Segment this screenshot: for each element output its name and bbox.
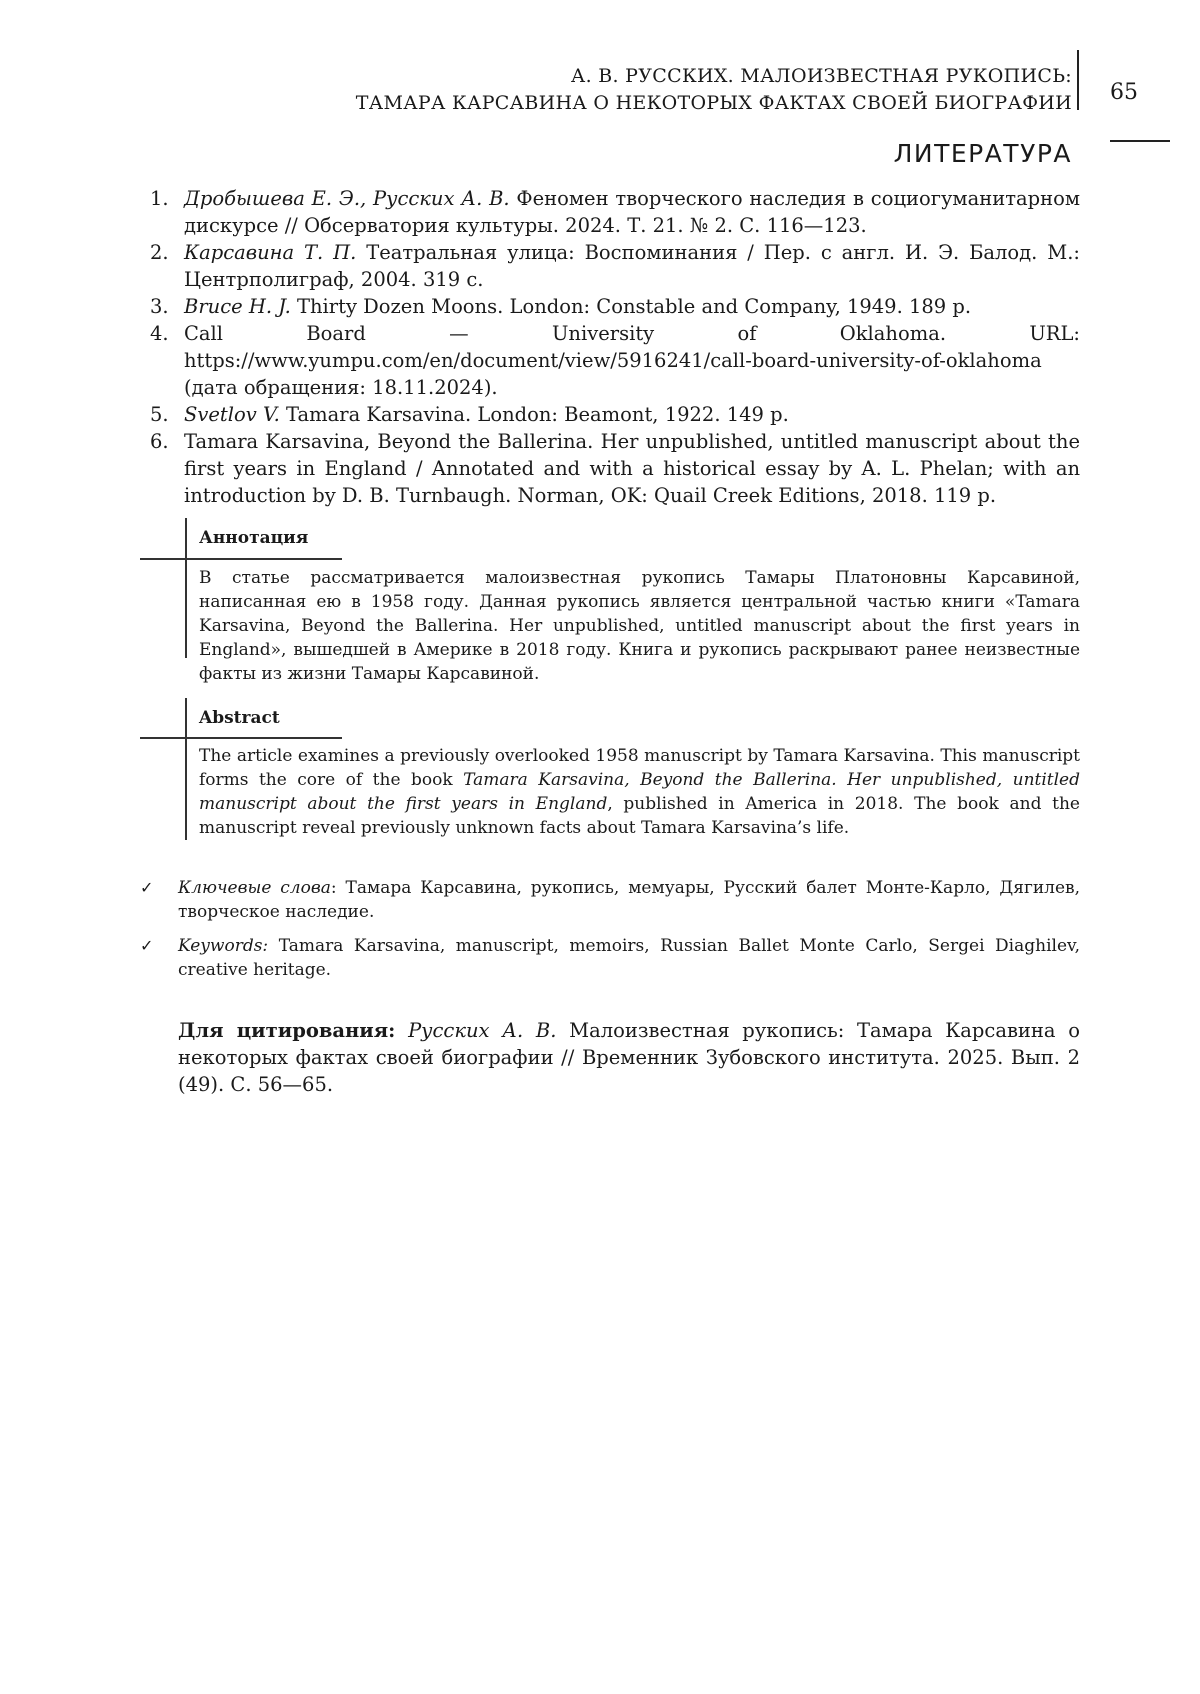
- abstract-text-start: The article examines a previously overlooked 1958 manuscript by Tamara Karsavina. This manuscript forms the core of the book: [199, 746, 1080, 790]
- reference-text: Thirty Dozen Moons. London: Constable and Company, 1949. 189 p.: [290, 295, 972, 318]
- reference-item: [150, 428, 1080, 509]
- section-title: ЛИТЕРАТУРА: [893, 139, 1072, 168]
- annotation-heading: Аннотация: [199, 528, 309, 548]
- keywords-en: [140, 934, 1080, 982]
- reference-text: Феномен творческого наследия в социогуманитарном дискурсе // Обсерватория культуры. 2024. Т. 21. № 2. С. 116—123.: [184, 187, 1081, 237]
- abstract-block: [140, 698, 1080, 840]
- citation-author: Русских А. В.: [408, 1019, 557, 1042]
- reference-number: 5.: [150, 403, 169, 426]
- running-header-line-1: А. В. РУССКИХ. МАЛОИЗВЕСТНАЯ РУКОПИСЬ:: [570, 65, 1072, 87]
- reference-text: Tamara Karsavina. London: Beamont, 1922. 149 p.: [279, 403, 789, 426]
- references-list: [150, 185, 1080, 509]
- reference-number: 6.: [150, 430, 169, 453]
- keywords-label: Keywords:: [178, 936, 269, 956]
- keywords-text: Тамара Карсавина, рукопись, мемуары, Русский балет Монте-Карло, Дягилев, творческое наследие.: [178, 878, 1081, 922]
- annotation-vertical-rule: [185, 518, 187, 658]
- reference-item: [150, 185, 1080, 239]
- reference-item: [150, 401, 1080, 428]
- reference-number: 2.: [150, 241, 169, 264]
- abstract-heading: Abstract: [199, 708, 280, 728]
- annotation-block: [140, 518, 1080, 684]
- reference-text: Tamara Karsavina, Beyond the Ballerina. Her unpublished, untitled manuscript about the first years in England / Annotated and with a historical essay by A. L. Phelan; with an introduction by D. B. Turnbaugh. Norman, OK: Quail Creek Editions, 2018. 119 p.: [184, 430, 1080, 507]
- abstract-horizontal-rule: [140, 737, 342, 739]
- reference-authors: Bruce H. J.: [184, 295, 291, 318]
- keywords-label: Ключевые слова: [178, 878, 331, 898]
- abstract-book-title: Tamara Karsavina, Beyond the Ballerina. Her unpublished, untitled manuscript about the first years in England: [199, 770, 1080, 814]
- abstract-text: [199, 744, 1080, 840]
- page-number: 65: [1110, 80, 1138, 105]
- annotation-horizontal-rule: [140, 558, 342, 560]
- reference-item: [150, 320, 1080, 401]
- keywords-separator: :: [330, 878, 346, 898]
- citation-text: Малоизвестная рукопись: Тамара Карсавина о некоторых фактах своей биографии // Временник Зубовского института. 2025. Вып. 2 (49). С. 56—65.: [178, 1019, 1080, 1096]
- reference-item: [150, 293, 1080, 320]
- reference-authors: Карсавина Т. П.: [184, 241, 357, 264]
- keywords-list: [140, 876, 1080, 992]
- reference-number: 1.: [150, 187, 169, 210]
- abstract-text-end: , published in America in 2018. The book and the manuscript reveal previously unknown facts about Tamara Karsavina’s life.: [199, 794, 1080, 838]
- citation: [178, 1017, 1080, 1098]
- header-vertical-rule: [1077, 50, 1079, 110]
- reference-text: Call Board — University of Oklahoma. URL: https://www.yumpu.com/en/document/view/5916241/call-board-university-of-oklahoma (дата обращения: 18.11.2024).: [184, 322, 1080, 399]
- checkmark-icon: ✓: [140, 878, 154, 897]
- keywords-separator: [268, 936, 279, 956]
- checkmark-icon: ✓: [140, 936, 154, 955]
- reference-number: 4.: [150, 322, 169, 345]
- annotation-text: В статье рассматривается малоизвестная рукопись Тамары Платоновны Карсавиной, написанная ею в 1958 году. Данная рукопись является центральной частью книги «Tamara Karsavina, Beyond the Ballerina. Her unpublished, untitled manuscript about the first years in England», вышедшей в Америке в 2018 году. Книга и рукопись раскрывают ранее неизвестные факты из жизни Тамары Карсавиной.: [199, 568, 1080, 684]
- reference-number: 3.: [150, 295, 169, 318]
- reference-text: Театральная улица: Воспоминания / Пер. с англ. И. Э. Балод. М.: Центрполиграф, 2004. 319 с.: [184, 241, 1081, 291]
- running-header: [356, 63, 1072, 117]
- header-horizontal-rule: [1110, 140, 1170, 142]
- reference-authors: Дробышева Е. Э., Русских А. В.: [184, 187, 510, 210]
- citation-label: Для цитирования:: [178, 1019, 396, 1042]
- reference-item: [150, 239, 1080, 293]
- running-header-line-2: ТАМАРА КАРСАВИНА О НЕКОТОРЫХ ФАКТАХ СВОЕЙ БИОГРАФИИ: [355, 92, 1072, 114]
- keywords-ru: [140, 876, 1080, 924]
- abstract-vertical-rule: [185, 698, 187, 840]
- reference-authors: Svetlov V.: [184, 403, 280, 426]
- keywords-text: Tamara Karsavina, manuscript, memoirs, Russian Ballet Monte Carlo, Sergei Diaghilev, creative heritage.: [178, 936, 1080, 980]
